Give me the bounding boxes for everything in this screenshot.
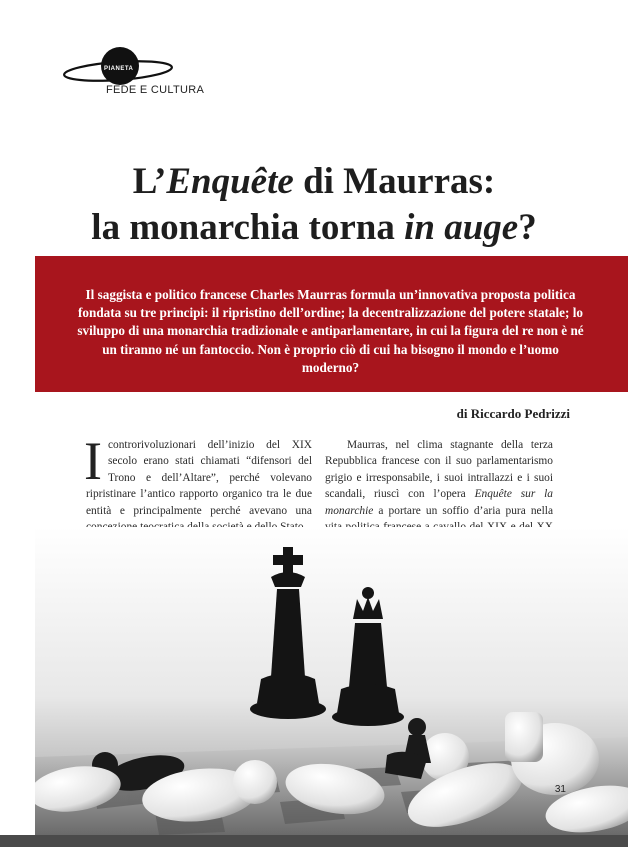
body-column-1-text: controrivoluzionari dell’inizio del XIX secolo erano stati chiamati “difensori del Trono e dell’Altare”, perché volevano ripristinare l’antico rapporto organico tra le due entità e principalmente perché avevano una	[86, 439, 312, 517]
section-label: FEDE E CULTURA	[106, 84, 205, 96]
book-title: Enquête sur la monarchie	[325, 488, 553, 517]
article-title	[0, 159, 628, 251]
chess-pieces-illustration	[35, 527, 628, 835]
page-number: 31	[554, 784, 566, 795]
standfirst-text: Il saggista e politico francese Charles Maurras formula un’innovativa proposta politica fondata su tre principi: il ripristino dell’ordine; la decentralizzazione del potere statale; lo sviluppo di una monarchia tradizionale e antiparlamentare, in cui la figura del re non è né un tiranno né un fantoccio. Non è proprio ciò di cui ha bisogno il mondo e l’uomo moderno?	[77, 287, 584, 375]
standfirst-box	[35, 256, 628, 392]
body-column-1	[84, 431, 312, 535]
magazine-brand: PIANETA	[104, 66, 134, 72]
drop-cap: I	[84, 431, 102, 491]
byline: di Riccardo Pedrizzi	[456, 406, 570, 421]
chess-photo	[35, 527, 628, 835]
bottom-bar	[0, 835, 628, 847]
title-line-2: la monarchia torna in auge?	[91, 206, 537, 248]
magazine-logo	[58, 44, 205, 100]
body-column-2: Maurras, nel clima stagnante della terza Repubblica francese con il suo parlamentarismo grigio e irresponsabile, i suoi intrallazzi e i suoi scandali, riuscì con l’opera Enquête sur la monarchie a portare un soffio d’aria pura nella	[325, 439, 553, 517]
title-line-1: L’Enquête di Maurras:	[132, 160, 496, 202]
